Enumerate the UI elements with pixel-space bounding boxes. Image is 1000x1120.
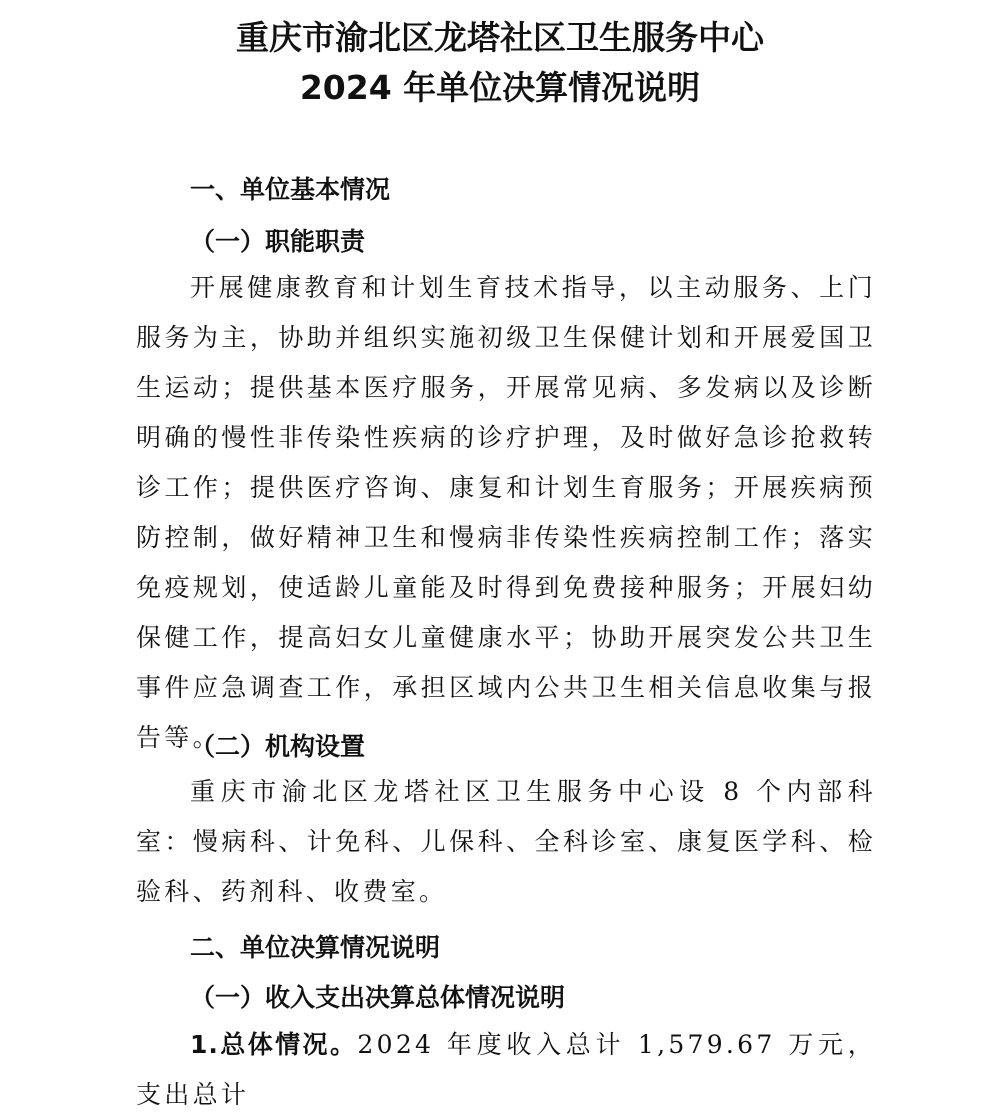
section1-sub1-paragraph: 开展健康教育和计划生育技术指导，以主动服务、上门服务为主，协助并组织实施初级卫生保健计划和开展爱国卫生运动；提供基本医疗服务，开展常见病、多发病以及诊断明确的慢性非传染性疾病的诊疗护理，及时做好急诊抢救转诊工作；提供医疗咨询、康复和计划生育服务；开展疾病预防控制，做好精神卫生和慢病非传染性疾病控制工作；落实免疫规划，使适龄儿童能及时得到免费接种服务；开展妇幼保健工作，提高妇女儿童健康水平；协助开展突发公共卫生事件应急调查工作，承担区域内公共卫生相关信息收集与报告等。 bbox=[136, 273, 876, 752]
document-title-line1: 重庆市渝北区龙塔社区卫生服务中心 bbox=[236, 18, 764, 57]
section2-item1-paragraph bbox=[136, 1020, 876, 1120]
item1-text: 2024 年度收入总计 1,579.67 万元，支出总计 bbox=[136, 1030, 876, 1109]
section1-sub1-heading: （一）职能职责 bbox=[190, 227, 366, 256]
section2-sub1-heading: （一）收入支出决算总体情况说明 bbox=[190, 983, 566, 1012]
section1-heading: 一、单位基本情况 bbox=[190, 175, 391, 204]
section1-sub2-paragraph: 重庆市渝北区龙塔社区卫生服务中心设 8 个内部科室：慢病科、计免科、儿保科、全科诊室、康复医学科、检验科、药剂科、收费室。 bbox=[136, 777, 876, 906]
section2-heading: 二、单位决算情况说明 bbox=[190, 933, 441, 962]
document-title-line2: 2024 年单位决算情况说明 bbox=[299, 68, 701, 107]
section1-sub2-heading: （二）机构设置 bbox=[190, 732, 366, 761]
item1-label: 1.总体情况。 bbox=[190, 1030, 358, 1059]
